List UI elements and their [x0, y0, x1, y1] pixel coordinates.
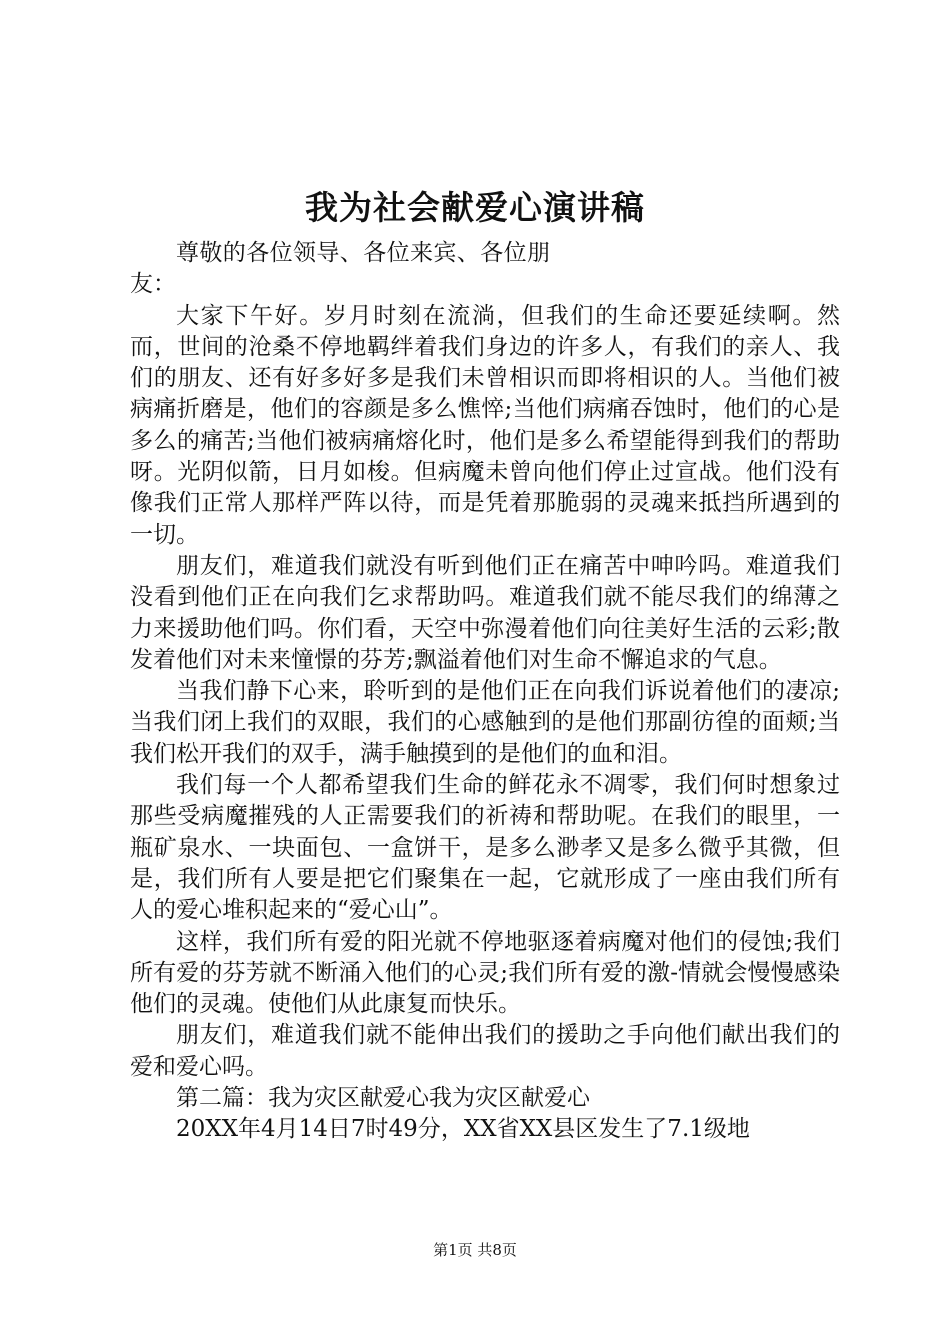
paragraph-6: 朋友们，难道我们就不能伸出我们的援助之手向他们献出我们的爱和爱心吗。: [130, 1022, 840, 1080]
section-heading-second: 第二篇：我为灾区献爱心我为灾区献爱心: [176, 1085, 590, 1112]
document-title: 我为社会献爱心演讲稿: [305, 188, 645, 227]
paragraph-4: 我们每一个人都希望我们生命的鲜花永不凋零，我们何时想象过那些受病魔摧残的人正需要我们的祈祷和帮助呢。在我们的眼里，一瓶矿泉水、一块面包、一盒饼干，是多么渺孝又是多么微乎其微，但是，我们所有人要是把它们聚集在一起，它就形成了一座由我们所有人的爱心堆积起来的“爱心山”。: [130, 772, 840, 924]
paragraph-5: 这样，我们所有爱的阳光就不停地驱逐着病魔对他们的侵蚀;我们所有爱的芬芳就不断涌入他们的心灵;我们所有爱的激-情就会慢慢感染他们的灵魂。使他们从此康复而快乐。: [130, 928, 840, 1018]
paragraph-2: 朋友们，难道我们就没有听到他们正在痛苦中呻吟吗。难道我们没看到他们正在向我们乞求帮助吗。难道我们就不能尽我们的绵薄之力来援助他们吗。你们看，天空中弥漫着他们向往美好生活的云彩;散发着他们对未来憧憬的芬芳;飘溢着他们对生命不懈追求的气息。: [130, 552, 840, 673]
paragraph-3: 当我们静下心来，聆听到的是他们正在向我们诉说着他们的凄凉;当我们闭上我们的双眼，我们的心感触到的是他们那副彷徨的面颊;当我们松开我们的双手，满手触摸到的是他们的血和泪。: [130, 678, 840, 767]
page-footer: 第1页 共8页: [433, 1241, 517, 1259]
document-body: [130, 238, 840, 1146]
paragraph-7: 20XX年4月14日7时49分，XX省XX县区发生了7.1级地: [176, 1116, 750, 1143]
paragraph-1: 大家下午好。岁月时刻在流淌，但我们的生命还要延续啊。然而，世间的沧桑不停地羁绊着我们身边的许多人，有我们的亲人、我们的朋友、还有好多好多是我们未曾相识而即将相识的人。当他们被病痛折磨是，他们的容颜是多么憔悴;当他们病痛吞蚀时，他们的心是多么的痛苦;当他们被病痛熔化时，他们是多么希望能得到我们的帮助呀。光阴似箭，日月如梭。但病魔未曾向他们停止过宣战。他们没有像我们正常人那样严阵以待，而是凭着那脆弱的灵魂来抵挡所遇到的一切。: [130, 302, 840, 548]
paragraph-salutation: 尊敬的各位领导、各位来宾、各位朋友：: [130, 240, 550, 298]
